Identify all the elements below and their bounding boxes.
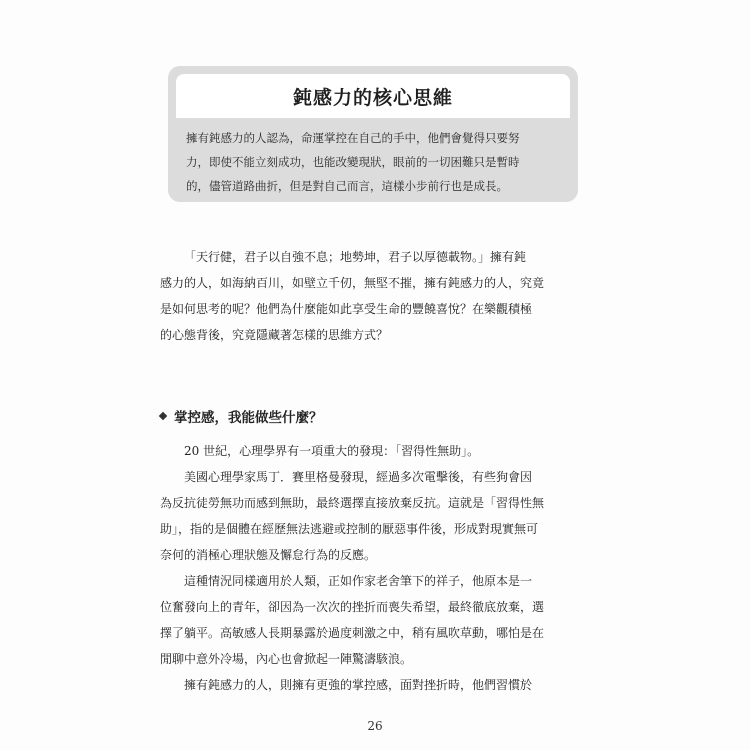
section-heading xyxy=(160,406,323,426)
section-body xyxy=(160,438,590,698)
callout-title-bar xyxy=(176,74,570,118)
intro-line: 是如何思考的呢？他們為什麼能如此享受生命的豐饒喜悅？在樂觀積極 xyxy=(160,302,533,316)
section-line: 美國心理學家馬丁．賽里格曼發現，經過多次電擊後，有些狗會因 xyxy=(184,470,533,484)
callout-body xyxy=(186,126,564,198)
page-number: 26 xyxy=(367,719,383,733)
intro-line: 「天行健，君子以自強不息；地勢坤，君子以厚德載物。」擁有鈍 xyxy=(184,250,527,264)
section-line: 擇了躺平。高敏感人長期暴露於過度刺激之中，稍有風吹草動，哪怕是在 xyxy=(160,626,545,640)
section-line: 奈何的消極心理狀態及懈怠行為的反應。 xyxy=(160,548,377,562)
diamond-bullet-icon xyxy=(159,412,167,420)
section-line: 助」，指的是個體在經歷無法逃避或控制的厭惡事件後，形成對現實無可 xyxy=(160,522,539,536)
callout-line: 的，儘管道路曲折，但是對自己而言，這樣小步前行也是成長。 xyxy=(186,179,508,193)
section-line: 20 世紀，心理學界有一項重大的發現：「習得性無助」。 xyxy=(184,444,480,458)
intro-line: 感力的人，如海納百川，如壁立千仞，無堅不摧，擁有鈍感力的人，究竟 xyxy=(160,276,545,290)
section-line: 擁有鈍感力的人，則擁有更強的掌控感，面對挫折時，他們習慣於 xyxy=(184,678,533,692)
section-line: 這種情況同樣適用於人類，正如作家老舍筆下的祥子，他原本是一 xyxy=(184,574,533,588)
section-line: 閒聊中意外冷場，內心也會掀起一陣驚濤駭浪。 xyxy=(160,652,413,666)
section-line: 為反抗徒勞無功而感到無助，最終選擇直接放棄反抗。這就是「習得性無 xyxy=(160,496,545,510)
intro-line: 的心態背後，究竟隱藏著怎樣的思維方式？ xyxy=(160,328,389,342)
intro-paragraph xyxy=(160,244,590,348)
section-line: 位奮發向上的青年，卻因為一次次的挫折而喪失希望，最終徹底放棄，選 xyxy=(160,600,545,614)
callout-line: 力，即使不能立刻成功，也能改變現狀，眼前的一切困難只是暫時 xyxy=(186,155,520,169)
callout-title: 鈍感力的核心思維 xyxy=(292,86,453,109)
section-heading-text: 掌控感，我能做些什麼？ xyxy=(174,410,323,426)
callout-box xyxy=(168,66,578,202)
callout-line: 擁有鈍感力的人認為，命運掌控在自己的手中，他們會覺得只要努 xyxy=(186,131,520,145)
